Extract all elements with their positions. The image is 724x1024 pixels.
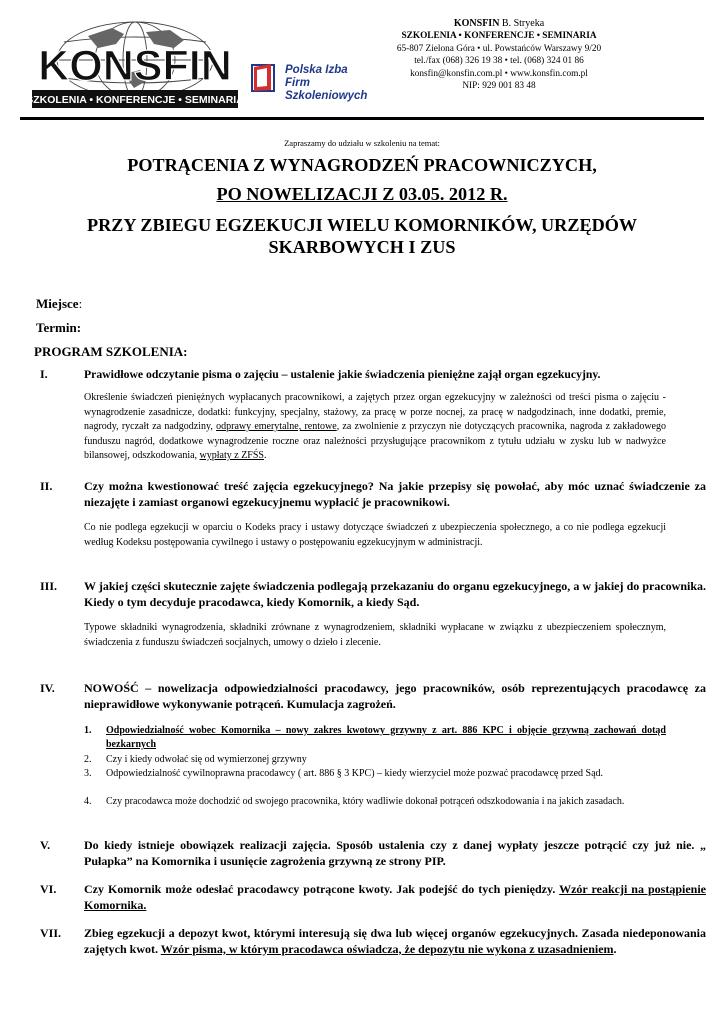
company-web: konsfin@konsfin.com.pl • www.konsfin.com.pl bbox=[410, 68, 588, 79]
section-number: VI. bbox=[40, 882, 57, 896]
program-heading: PROGRAM SZKOLENIA: bbox=[34, 344, 188, 359]
title-line-2: PO NOWELIZACJI Z 03.05. 2012 R. bbox=[216, 184, 508, 204]
term-label: Termin: bbox=[36, 320, 82, 335]
place-field bbox=[36, 296, 82, 312]
section-number: II. bbox=[40, 479, 53, 493]
heading-text: Czy Komornik może odesłać pracodawcy potrącone kwoty. Jak podejść do tych pieniędzy. bbox=[84, 882, 560, 896]
section-heading: Do kiedy istnieje obowiązek realizacji zajęcia. Sposób ustalenia czy z danej wypłaty jeszcze potrącić czy już nie. „ Pułapka” na Komornika i usunięcie zagrożenia grzywną ze strony PIP. bbox=[84, 838, 706, 868]
header-rule bbox=[20, 117, 704, 120]
item-number: 3. bbox=[84, 768, 92, 779]
section-heading: Czy można kwestionować treść zajęcia egzekucyjnego? Na jakie przepisy się powołać, aby móc uznać świadczenie za niezajęte i zamiast organowi egzekucyjnemu wypłacić je pracownikowi. bbox=[84, 479, 706, 509]
place-label: Miejsce bbox=[36, 296, 79, 311]
item-number: 2. bbox=[84, 754, 92, 765]
company-info bbox=[364, 18, 634, 92]
company-phone: tel./fax (068) 326 19 38 • tel. (068) 324 01 86 bbox=[414, 56, 584, 67]
title-line-3 bbox=[20, 214, 704, 258]
desc-underlined: odprawy emerytalne, rentowe bbox=[216, 421, 337, 432]
section-1-description bbox=[84, 391, 666, 464]
item-number: 4. bbox=[84, 796, 92, 807]
section-heading: W jakiej części skutecznie zajęte świadczenia podlegają przekazaniu do organu egzekucyjnego, a w jakiej do pracownika. Kiedy o tym decyduje pracodawca, kiedy Komornik, a kiedy Sąd. bbox=[84, 579, 706, 609]
logo-ribbon: SZKOLENIA • KONFERENCJE • SEMINARIA bbox=[28, 94, 242, 106]
section-3-description: Typowe składniki wynagrodzenia, składniki zrównane z wynagrodzeniem, składniki wypłacane w związku z ubezpieczeniem społecznym, świadczenia z funduszu świadczeń socjalnych, umowy o dzieło i zlecenie. bbox=[84, 622, 666, 648]
invite-text: Zapraszamy do udziału w szkoleniu na temat: bbox=[284, 138, 440, 148]
logo-brand: KONSFIN bbox=[38, 42, 232, 90]
pif-line1: Polska Izba bbox=[285, 64, 348, 76]
section-heading bbox=[84, 882, 706, 913]
heading-text: . bbox=[613, 941, 617, 956]
section-number: I. bbox=[40, 367, 48, 381]
company-nip: NIP: 929 001 83 48 bbox=[462, 81, 536, 92]
item-text: Czy i kiedy odwołać się od wymierzonej grzywny bbox=[106, 754, 307, 765]
company-name: KONSFIN bbox=[453, 18, 500, 29]
company-tagline: SZKOLENIA • KONFERENCJE • SEMINARIA bbox=[401, 31, 597, 42]
place-colon: : bbox=[78, 296, 83, 311]
title-line-1: POTRĄCENIA Z WYNAGRODZEŃ PRACOWNICZYCH, bbox=[127, 155, 597, 175]
section-number: V. bbox=[40, 838, 51, 852]
heading-underlined: Wzór reakcji na postąpienie Komornika. bbox=[84, 882, 706, 912]
section-number: VII. bbox=[40, 926, 62, 940]
desc-text: . bbox=[264, 450, 267, 461]
section-number: IV. bbox=[40, 681, 55, 695]
section-heading: Prawidłowe odczytanie pisma o zajęciu – ustalenie jakie świadczenia pieniężne zajął organ egzekucyjny. bbox=[84, 368, 601, 381]
company-name-rest: B. Stryeka bbox=[499, 18, 545, 29]
section-2-description: Co nie podlega egzekucji w oparciu o Kodeks pracy i ustawy dotyczące świadczeń z ubezpieczenia społecznego, a co nie podlega egzekucji według Kodeksu postępowania cywilnego i ustawy o postępowaniu egzekucyjnym w administracji. bbox=[84, 522, 666, 548]
section-heading bbox=[84, 926, 706, 957]
pif-line2: Firm Szkoleniowych bbox=[285, 77, 368, 102]
konsfin-logo bbox=[28, 14, 242, 114]
heading-underlined: Wzór pisma, w którym pracodawca oświadcza, że depozytu nie wykona z uzasadnieniem bbox=[160, 941, 614, 956]
desc-underlined: wypłaty z ZFŚS bbox=[199, 450, 264, 461]
desc-text: , za zwolnienie z przyczyn nie dotyczących pracownika, nagroda z zakładowego funduszu nagród, dodatkowe wynagrodzenie roczne oraz należności przysługujące pracownikom z tytułu udziału w zysku lub w nadwyżce bilansowej, odszkodowania, bbox=[84, 421, 666, 461]
item-text: Odpowiedzialność wobec Komornika – nowy zakres kwotowy grzywny z art. 886 KPC i objęcie grzywną zachowań dotąd bezkarnych bbox=[106, 725, 666, 750]
item-text: Czy pracodawca może dochodzić od swojego pracownika, który wadliwie dokonał potrąceń odszkodowania i na jakich zasadach. bbox=[106, 796, 625, 807]
section-heading: NOWOŚĆ – nowelizacja odpowiedzialności pracodawcy, jego pracowników, osób reprezentujących pracodawcę za nieprawidłowe wykonywanie potrąceń. Kumulacja zagrożeń. bbox=[84, 681, 706, 711]
letterhead bbox=[0, 0, 724, 125]
section-number: III. bbox=[40, 579, 58, 593]
title-line-3a: PRZY ZBIEGU EGZEKUCJI WIELU KOMORNIKÓW, URZĘDÓW bbox=[86, 215, 638, 235]
heading-text: Zbieg egzekucji a depozyt kwot, którymi interesują się dwa lub więcej organów egzekucyjnych. Zasada niedeponowania zajętych kwot. bbox=[84, 926, 706, 956]
item-number: 1. bbox=[84, 725, 92, 736]
desc-text: Określenie świadczeń pieniężnych wypłacanych pracownikowi, a zajętych przez organ egzekucyjny w zależności od treści pisma o zajęciu - wynagrodzenie zasadnicze, dodatki: funkcyjny, specjalny, stażowy, za pracę w porze nocnej, za pracę w nadgodzinach, inne dodatki, premie, nagrody, ryczałt za nadgodziny, bbox=[84, 392, 666, 432]
title-line-3b: SKARBOWYCH I ZUS bbox=[268, 237, 456, 257]
section-4-item-1 bbox=[84, 724, 666, 754]
item-text: Odpowiedzialność cywilnoprawna pracodawcy ( art. 886 § 3 KPC) – kiedy wierzyciel może pozwać pracodawcę przed Sąd. bbox=[106, 768, 604, 779]
company-address: 65-807 Zielona Góra • ul. Powstańców Warszawy 9/20 bbox=[396, 43, 602, 54]
